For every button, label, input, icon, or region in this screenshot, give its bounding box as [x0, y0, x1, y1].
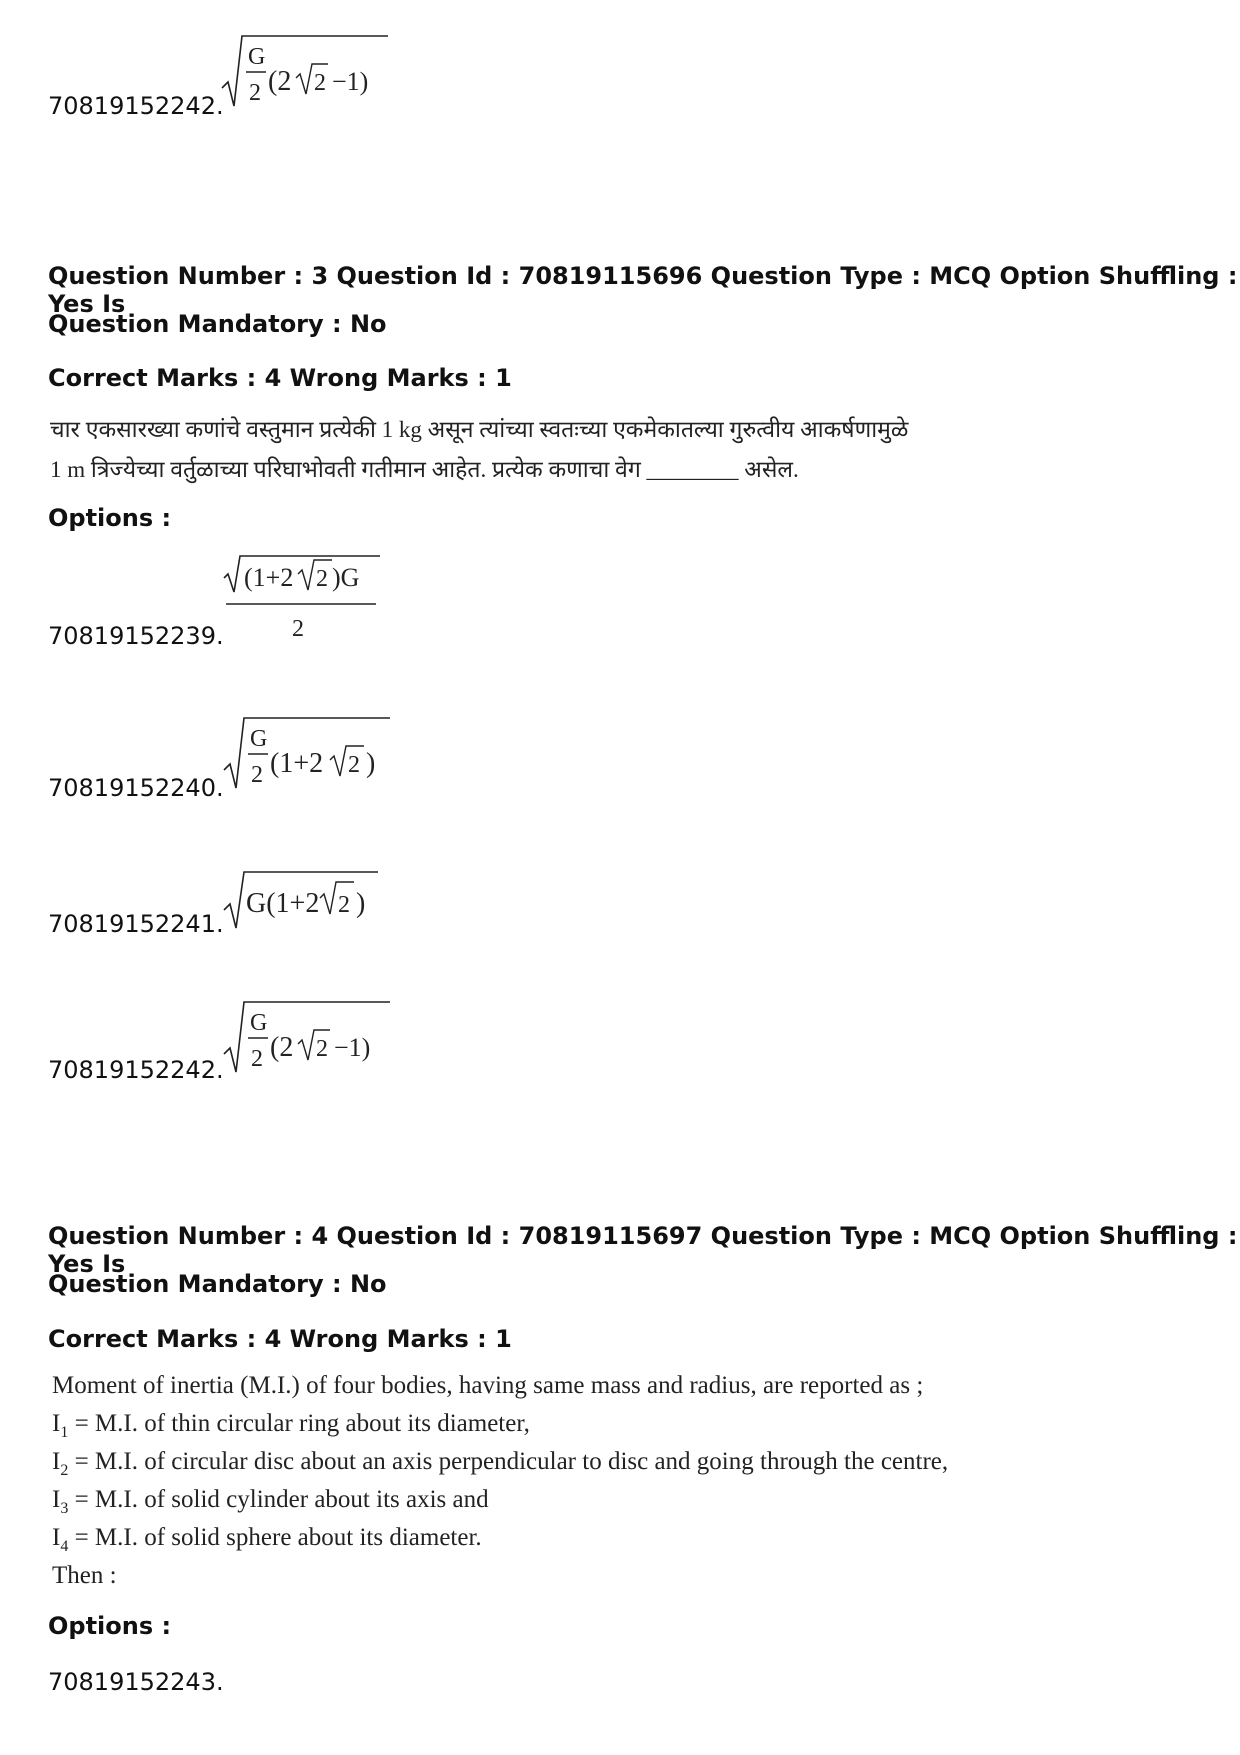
- question-marks: Correct Marks : 4 Wrong Marks : 1: [48, 1325, 512, 1353]
- inertia-symbol: $I_1$: [52, 1410, 69, 1441]
- question-text-line: Moment of inertia (M.I.) of four bodies, having same mass and radius, are reported as ;: [52, 1372, 924, 1399]
- question-text-line: $I_2 = M.I$. of circular disc about an axis perpendicular to disc and going through the centre,: [52, 1448, 949, 1479]
- formula-sqrt-G-times-1plus2root2: [222, 866, 382, 936]
- question-mandatory: Question Mandatory : No: [48, 310, 387, 338]
- svg-text:2: 2: [348, 752, 360, 778]
- option-id: 70819152239.: [48, 622, 224, 650]
- svg-text:G: G: [248, 44, 266, 70]
- option-id: 70819152242.: [48, 92, 224, 120]
- svg-text:2: 2: [292, 616, 304, 642]
- question-text-line: चार एकसारख्या कणांचे वस्तुमान प्रत्येकी 1 kg असून त्यांच्या स्वतःच्या एकमेकातल्या गुरुत्वीय आकर्षणामुळे: [50, 417, 909, 442]
- question-text-line: Then :: [52, 1562, 117, 1589]
- question-marks: Correct Marks : 4 Wrong Marks : 1: [48, 364, 512, 392]
- option-id: 70819152240.: [48, 774, 224, 802]
- question-header: Question Number : 3 Question Id : 70819115696 Question Type : MCQ Option Shuffling : Yes Is: [48, 262, 1238, 318]
- option-id: 70819152242.: [48, 1056, 224, 1084]
- svg-text:G(1+2: G(1+2: [246, 888, 320, 919]
- svg-text:(2: (2: [268, 66, 292, 97]
- question-mandatory: Question Mandatory : No: [48, 1270, 387, 1298]
- formula-sqrt-1plus2root2-G-over-2: [222, 548, 382, 644]
- question-header: Question Number : 4 Question Id : 70819115697 Question Type : MCQ Option Shuffling : Yes Is: [48, 1222, 1238, 1278]
- svg-text:2: 2: [314, 70, 326, 96]
- svg-text:G: G: [250, 1010, 268, 1036]
- inertia-symbol: $I_2$: [52, 1448, 69, 1479]
- svg-text:(2: (2: [270, 1032, 294, 1063]
- svg-text:(1+2: (1+2: [270, 748, 324, 779]
- svg-text:2: 2: [316, 1036, 328, 1062]
- option-id: 70819152243.: [48, 1668, 224, 1696]
- inertia-symbol: $I_3$: [52, 1486, 69, 1517]
- svg-text:G: G: [250, 726, 268, 752]
- svg-text:(1+2: (1+2: [244, 563, 294, 592]
- question-text-line: $I_1 = M.I$. of thin circular ring about its diameter,: [52, 1410, 530, 1441]
- svg-text:−1): −1): [334, 1033, 371, 1062]
- svg-text:)G: )G: [332, 563, 360, 592]
- svg-text:): ): [356, 888, 366, 919]
- svg-text:2: 2: [249, 80, 261, 106]
- formula-sqrt-g-over-2-times-1plus2root2: [222, 712, 392, 798]
- option-id: 70819152241.: [48, 910, 224, 938]
- svg-text:2: 2: [338, 892, 350, 918]
- svg-text:): ): [366, 748, 376, 779]
- svg-text:2: 2: [251, 762, 263, 788]
- svg-text:−1): −1): [332, 67, 369, 96]
- question-text-line: $I_3 = M.I$. of solid cylinder about its axis and: [52, 1486, 489, 1517]
- svg-text:2: 2: [316, 566, 328, 592]
- formula-sqrt-g-over-2-times-2root2-minus-1: [222, 996, 392, 1082]
- svg-text:2: 2: [251, 1046, 263, 1072]
- question-text-line: 1 m त्रिज्येच्या वर्तुळाच्या परिघाभोवती गतीमान आहेत. प्रत्येक कणाचा वेग ________ असेल.: [50, 457, 799, 482]
- inertia-symbol: $I_4$: [52, 1524, 69, 1555]
- options-label: Options :: [48, 504, 172, 532]
- question-text-line: $I_4 = M.I$. of solid sphere about its diameter.: [52, 1524, 482, 1555]
- options-label: Options :: [48, 1612, 172, 1640]
- formula-sqrt-g-over-2-times-2root2-minus-1: [220, 30, 390, 116]
